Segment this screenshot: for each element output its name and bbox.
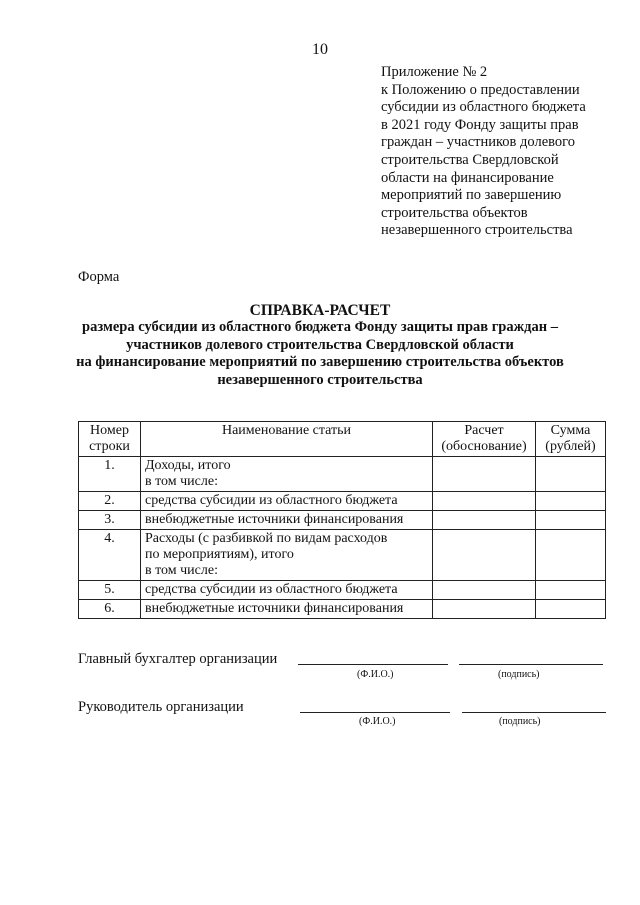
row-number: 6. <box>79 600 141 619</box>
table-row <box>79 492 606 511</box>
table-row <box>79 581 606 600</box>
row-number: 1. <box>79 457 141 492</box>
row-name: средства субсидии из областного бюджета <box>141 492 433 511</box>
table-row <box>79 530 606 581</box>
row-calculation-cell[interactable] <box>433 581 536 600</box>
document-subtitle <box>5 319 635 389</box>
appendix-line: строительства объектов <box>381 204 528 221</box>
row-calculation-cell[interactable] <box>433 492 536 511</box>
row-name: внебюджетные источники финансирования <box>141 600 433 619</box>
table-row <box>79 511 606 530</box>
director-signature-caption: (подпись) <box>499 716 541 727</box>
table-row <box>79 600 606 619</box>
appendix-line: области на финансирование <box>381 169 554 186</box>
row-number: 4. <box>79 530 141 581</box>
row-sum-cell[interactable] <box>536 492 606 511</box>
appendix-line: Приложение № 2 <box>381 64 488 80</box>
chief-accountant-name-line[interactable] <box>298 664 448 665</box>
director-label: Руководитель организации <box>78 699 244 715</box>
document-title: СПРАВКА-РАСЧЕТ <box>249 302 391 319</box>
chief-accountant-name-caption: (Ф.И.О.) <box>357 669 394 680</box>
form-label: Форма <box>78 269 120 285</box>
director-name-caption: (Ф.И.О.) <box>359 716 396 727</box>
table-header-row <box>79 422 606 457</box>
row-number: 2. <box>79 492 141 511</box>
appendix-block <box>381 64 631 240</box>
row-calculation-cell[interactable] <box>433 600 536 619</box>
row-calculation-cell[interactable] <box>433 457 536 492</box>
chief-accountant-signature-line[interactable] <box>459 664 603 665</box>
row-sum-cell[interactable] <box>536 581 606 600</box>
row-calculation-cell[interactable] <box>433 530 536 581</box>
appendix-line: строительства Свердловской <box>381 151 559 168</box>
subtitle-line: на финансирование мероприятий по завершению строительства объектов <box>76 354 564 370</box>
appendix-line: граждан – участников долевого <box>381 134 575 151</box>
header-row-number: Номер строки <box>79 422 141 457</box>
header-sum: Сумма (рублей) <box>536 422 606 457</box>
appendix-line: мероприятий по завершению <box>381 187 562 204</box>
table-row <box>79 457 606 492</box>
row-name: внебюджетные источники финансирования <box>141 511 433 530</box>
row-sum-cell[interactable] <box>536 511 606 530</box>
appendix-line: субсидии из областного бюджета <box>381 99 586 116</box>
row-number: 3. <box>79 511 141 530</box>
page-number: 10 <box>312 41 328 58</box>
appendix-line: незавершенного строительства <box>381 222 573 239</box>
appendix-line: в 2021 году Фонду защиты прав <box>381 116 579 133</box>
subtitle-line: незавершенного строительства <box>217 371 423 388</box>
header-calculation: Расчет (обоснование) <box>433 422 536 457</box>
row-name: средства субсидии из областного бюджета <box>141 581 433 600</box>
subtitle-line: участников долевого строительства Свердловской области <box>126 336 514 353</box>
row-name: Доходы, итого в том числе: <box>141 457 433 492</box>
chief-accountant-signature-caption: (подпись) <box>498 669 540 680</box>
row-sum-cell[interactable] <box>536 600 606 619</box>
row-number: 5. <box>79 581 141 600</box>
row-name: Расходы (с разбивкой по видам расходов по мероприятиям), итого в том числе: <box>141 530 433 581</box>
director-signature-line[interactable] <box>462 712 606 713</box>
chief-accountant-label: Главный бухгалтер организации <box>78 651 278 667</box>
row-calculation-cell[interactable] <box>433 511 536 530</box>
header-item-name: Наименование статьи <box>141 422 433 457</box>
subtitle-line: размера субсидии из областного бюджета Фонду защиты прав граждан – <box>82 319 558 335</box>
director-name-line[interactable] <box>300 712 450 713</box>
row-sum-cell[interactable] <box>536 457 606 492</box>
row-sum-cell[interactable] <box>536 530 606 581</box>
calculation-table <box>78 421 606 619</box>
appendix-line: к Положению о предоставлении <box>381 81 580 98</box>
